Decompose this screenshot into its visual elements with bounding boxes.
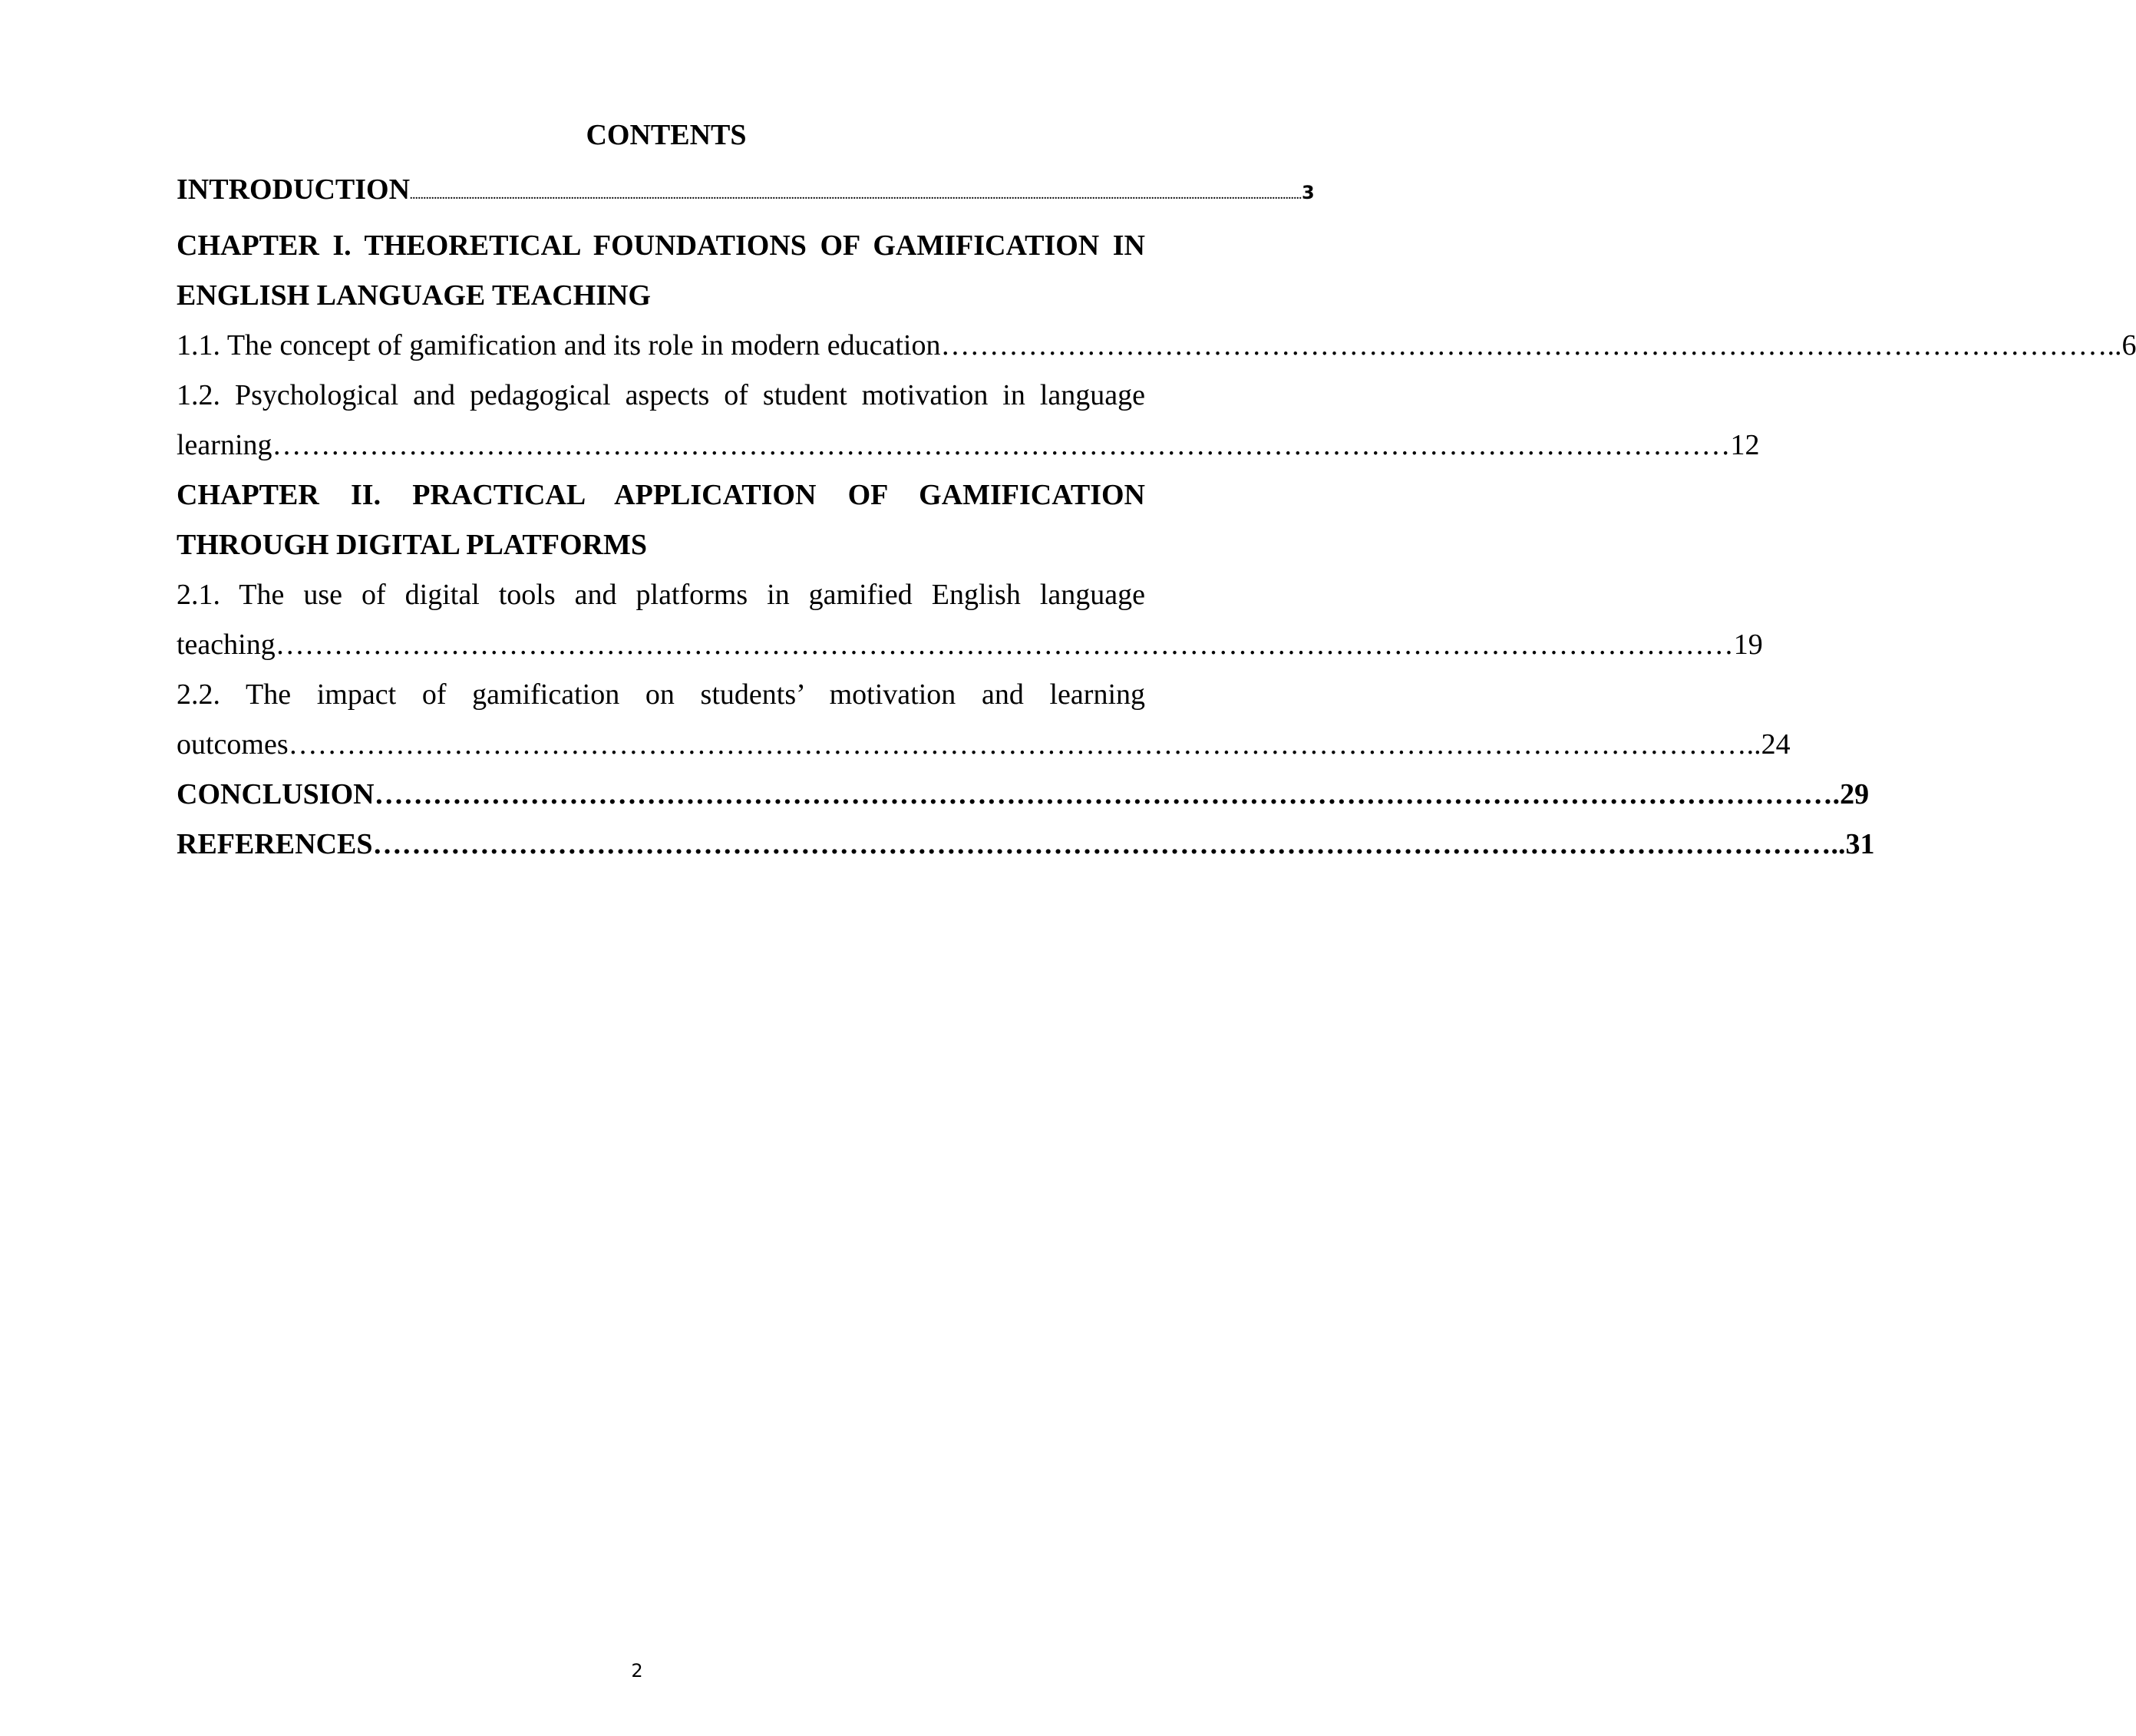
toc-entry-page: ..24 xyxy=(1746,728,1791,761)
table-of-contents xyxy=(177,115,2136,870)
toc-dot-leader: …………………………………………………………………………………………………………………………………… xyxy=(275,629,1734,661)
toc-entry-label: INTRODUCTION xyxy=(177,173,411,206)
toc-entry-chapter2-line1[interactable]: CHAPTER II. PRACTICAL APPLICATION OF GAMIFICATION xyxy=(177,479,1145,511)
toc-entry-references[interactable] xyxy=(177,820,1875,870)
toc-entry-label: teaching xyxy=(177,629,276,661)
toc-entry-label: 1.1. The concept of gamification and its role in modern education xyxy=(177,329,941,361)
toc-dot-leader: ………………………………………………………………………………………………………… xyxy=(940,329,2108,361)
toc-entry-label: REFERENCES xyxy=(177,828,373,860)
toc-entry-page: 3 xyxy=(1302,182,1315,203)
toc-dot-leader: …………………………………………………………………………………………………………………………………… xyxy=(272,429,1731,461)
toc-entry-page: 19 xyxy=(1733,629,1763,661)
toc-entry-label: CONCLUSION xyxy=(177,778,375,810)
toc-entry-page: .29 xyxy=(1832,778,1870,810)
toc-dot-leader: ............................................................................................................................................................................................................................................................................................................................................ xyxy=(410,190,1302,202)
toc-entry-section-2-1-line1[interactable]: 2.1. The use of digital tools and platforms in gamified English language xyxy=(177,579,1145,611)
toc-entry-page: ..31 xyxy=(1831,828,1875,860)
toc-entry-page: ..6 xyxy=(2107,329,2136,361)
toc-dot-leader: …………………………………………………………………………………………………………………………………… xyxy=(374,778,1833,810)
toc-entry-section-2-2-line1[interactable]: 2.2. The impact of gamification on students’ motivation and learning xyxy=(177,678,1145,711)
toc-entry-section-2-2-line2[interactable] xyxy=(177,720,1791,770)
toc-entry-section-1-1[interactable] xyxy=(177,321,2136,371)
toc-entry-section-1-2-line1[interactable]: 1.2. Psychological and pedagogical aspects of student motivation in language xyxy=(177,379,1145,411)
toc-entry-introduction[interactable] xyxy=(177,165,1315,221)
toc-entry-section-1-2-line2[interactable] xyxy=(177,421,1760,470)
toc-title: CONTENTS xyxy=(586,119,747,151)
toc-dot-leader: …………………………………………………………………………………………………………………………………… xyxy=(288,728,1747,761)
toc-entry-chapter1-line2[interactable]: ENGLISH LANGUAGE TEACHING xyxy=(177,279,651,312)
toc-entry-page: 12 xyxy=(1730,429,1760,461)
toc-entry-chapter2-line2[interactable]: THROUGH DIGITAL PLATFORMS xyxy=(177,529,647,561)
toc-entry-label: learning xyxy=(177,429,272,461)
toc-entry-chapter1-line1[interactable]: CHAPTER I. THEORETICAL FOUNDATIONS OF GAMIFICATION IN xyxy=(177,229,1145,262)
toc-entry-label: outcomes xyxy=(177,728,289,761)
page-number: 2 xyxy=(631,1660,643,1682)
toc-entry-conclusion[interactable] xyxy=(177,770,1870,820)
toc-entry-section-2-1-line2[interactable] xyxy=(177,620,1763,670)
toc-dot-leader: …………………………………………………………………………………………………………………………………… xyxy=(372,828,1831,860)
